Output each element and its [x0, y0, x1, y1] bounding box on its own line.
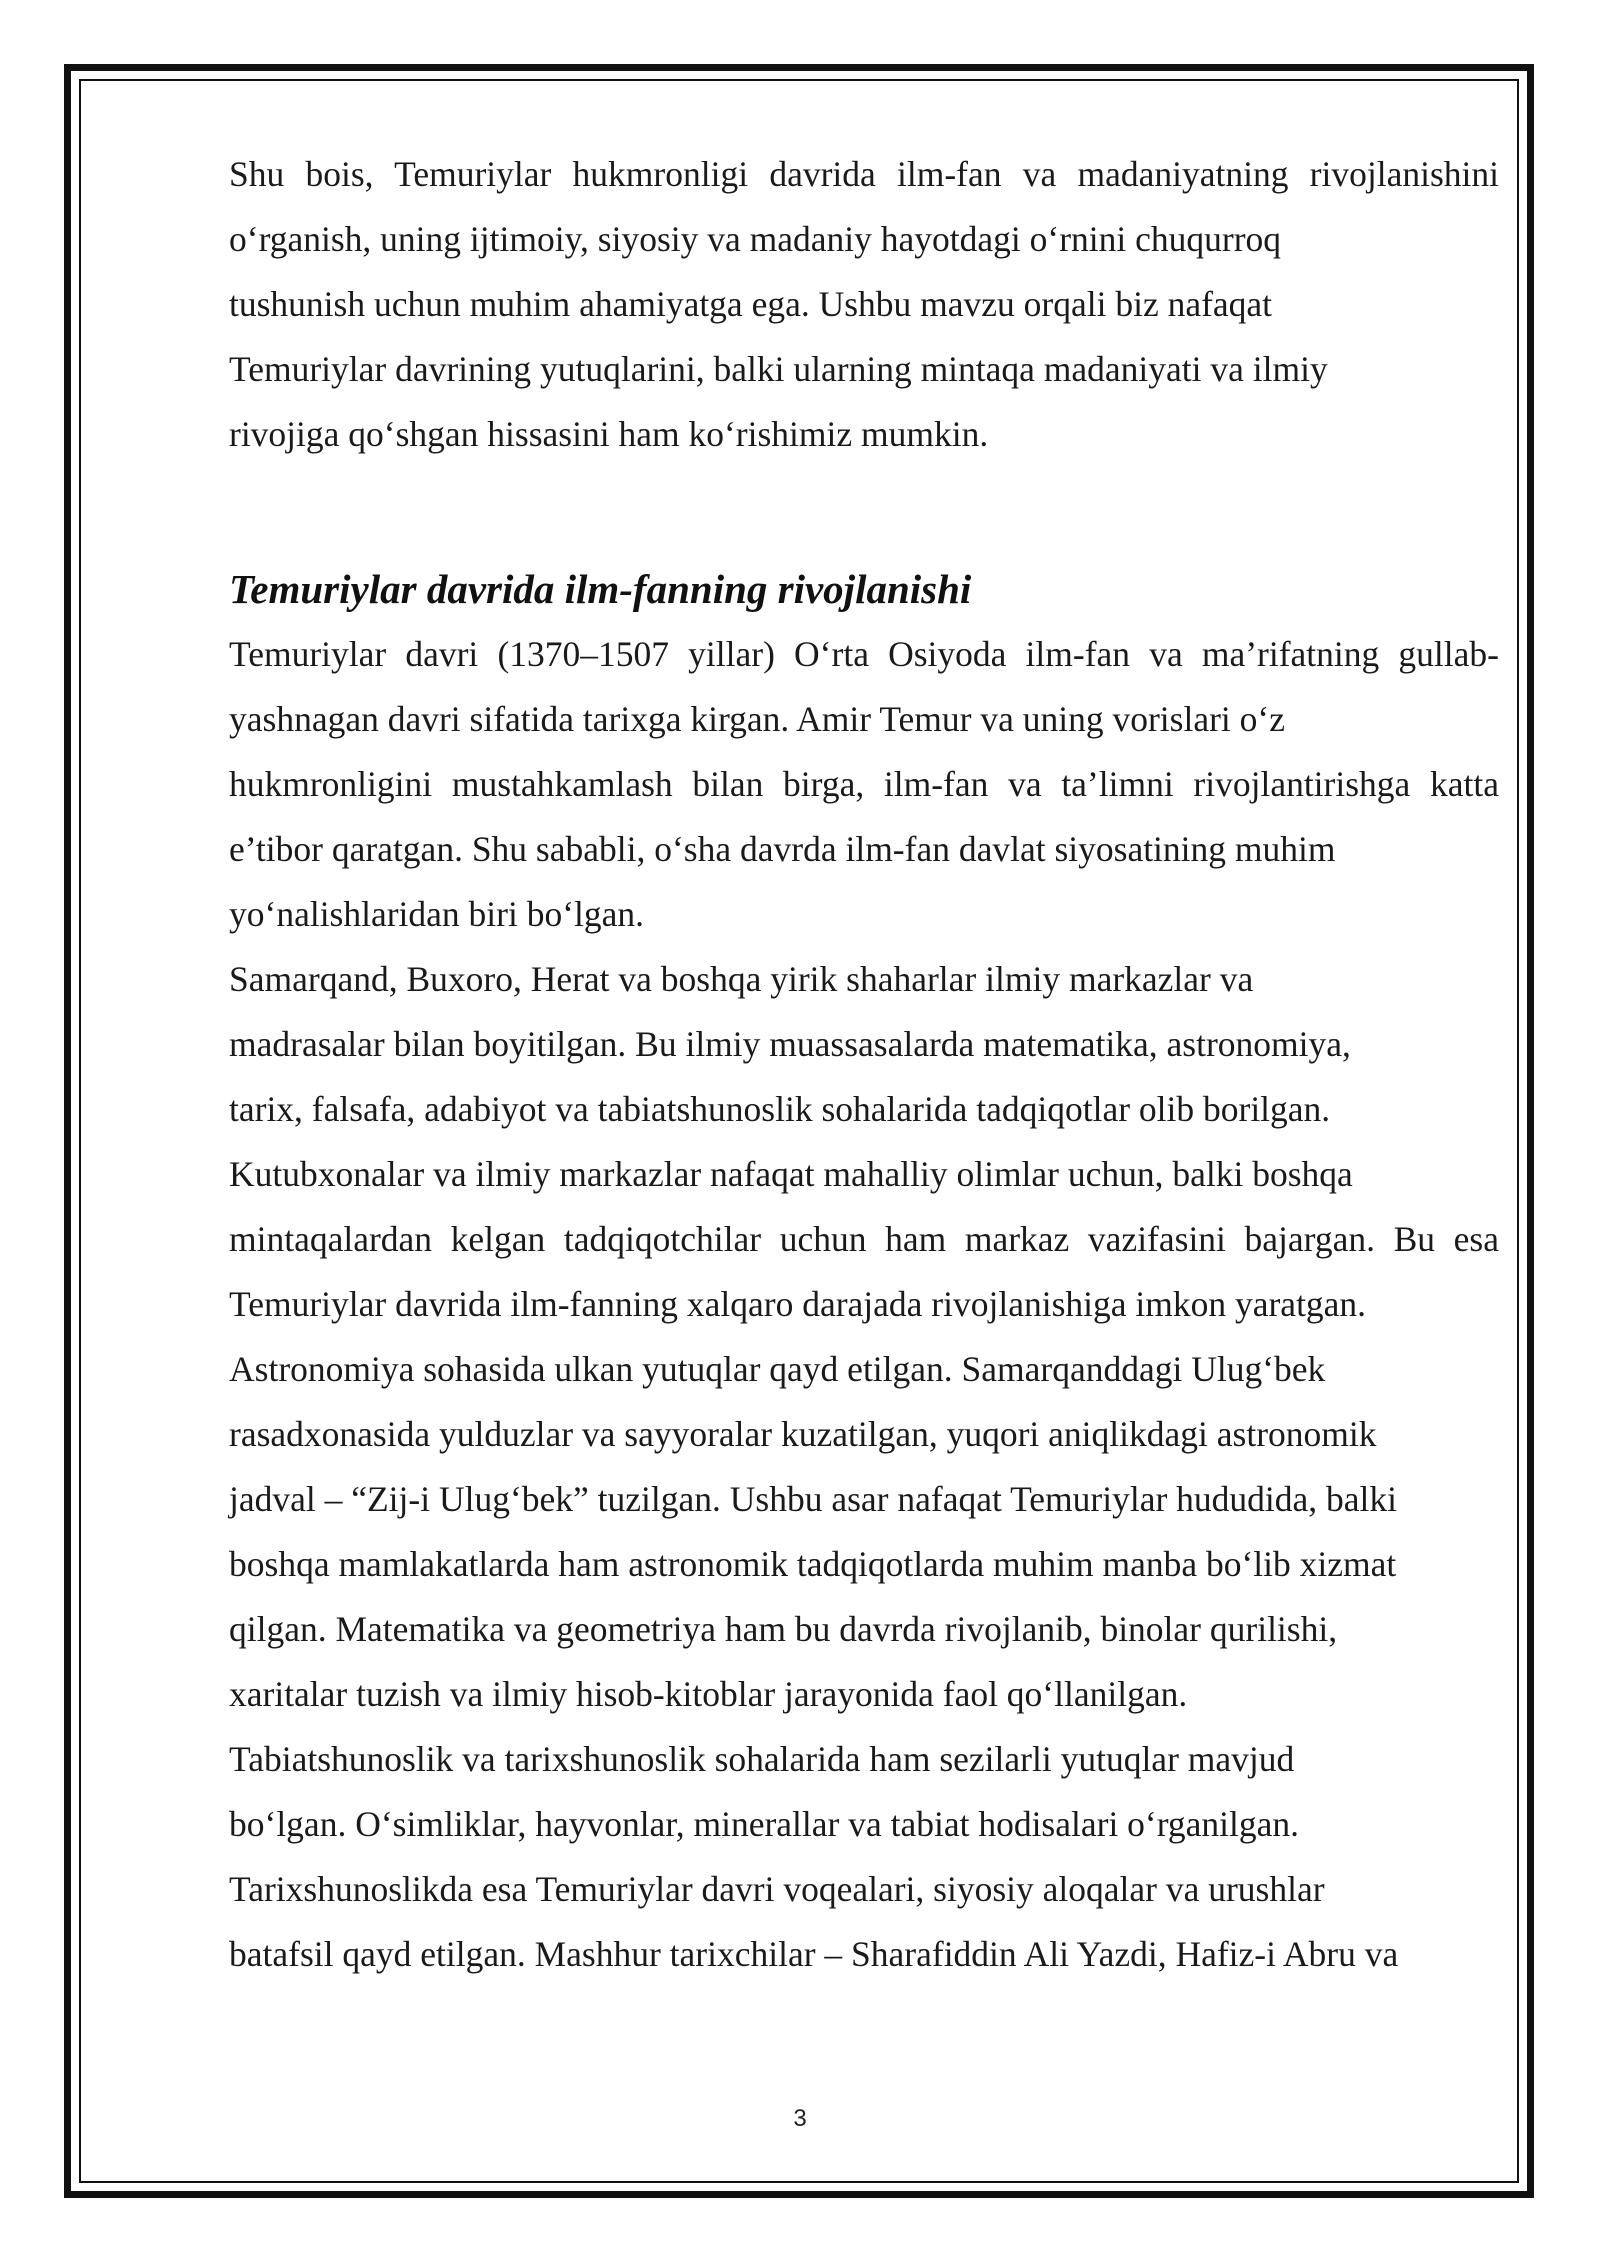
text-line: e’tibor qaratgan. Shu sababli, o‘sha davrda ilm-fan davlat siyosatining muhim — [229, 829, 1336, 869]
text-line: rasadxonasida yulduzlar va sayyoralar kuzatilgan, yuqori aniqlikdagi astronomik — [229, 1414, 1377, 1454]
text-line: mintaqalardan kelgan tadqiqotchilar uchun ham markaz vazifasini bajargan. Bu esa — [229, 1219, 1499, 1259]
text-line: rivojiga qo‘shgan hissasini ham ko‘rishimiz mumkin. — [229, 414, 989, 454]
text-line: Tabiatshunoslik va tarixshunoslik sohalarida ham sezilarli yutuqlar mavjud — [229, 1739, 1295, 1779]
text-line: Tarixshunoslikda esa Temuriylar davri voqealari, siyosiy aloqalar va urushlar — [229, 1869, 1325, 1909]
text-line: tushunish uchun muhim ahamiyatga ega. Ushbu mavzu orqali biz nafaqat — [229, 284, 1273, 324]
text-line: Shu bois, Temuriylar hukmronligi davrida ilm-fan va madaniyatning rivojlanishini — [229, 154, 1499, 194]
text-line: hukmronligini mustahkamlash bilan birga, ilm-fan va ta’limni rivojlantirishga katta — [229, 764, 1499, 804]
text-line: o‘rganish, uning ijtimoiy, siyosiy va madaniy hayotdagi o‘rnini chuqurroq — [229, 219, 1282, 259]
text-line: Temuriylar davri (1370–1507 yillar) O‘rta Osiyoda ilm-fan va ma’rifatning gullab- — [229, 634, 1499, 674]
text-line: yashnagan davri sifatida tarixga kirgan. Amir Temur va uning vorislari o‘z — [229, 699, 1285, 739]
section-heading: Temuriylar davrida ilm-fanning rivojlanishi — [229, 566, 972, 612]
text-line: Temuriylar davrida ilm-fanning xalqaro darajada rivojlanishiga imkon yaratgan. — [229, 1284, 1367, 1324]
text-line: jadval – “Zij-i Ulug‘bek” tuzilgan. Ushbu asar nafaqat Temuriylar hududida, balki — [229, 1479, 1397, 1519]
text-line: boshqa mamlakatlarda ham astronomik tadqiqotlarda muhim manba bo‘lib xizmat — [229, 1544, 1397, 1584]
text-line: Temuriylar davrining yutuqlarini, balki ularning mintaqa madaniyati va ilmiy — [229, 349, 1328, 389]
text-line: tarix, falsafa, adabiyot va tabiatshunoslik sohalarida tadqiqotlar olib borilgan. — [229, 1089, 1331, 1129]
text-line: batafsil qayd etilgan. Mashhur tarixchilar – Sharafiddin Ali Yazdi, Hafiz-i Abru va — [229, 1934, 1399, 1974]
text-line: Kutubxonalar va ilmiy markazlar nafaqat mahalliy olimlar uchun, balki boshqa — [229, 1154, 1353, 1194]
intro-paragraph — [229, 142, 1499, 467]
document-body — [229, 142, 1499, 1987]
text-line: madrasalar bilan boyitilgan. Bu ilmiy muassasalarda matematika, astronomiya, — [229, 1024, 1351, 1064]
text-line: bo‘lgan. O‘simliklar, hayvonlar, minerallar va tabiat hodisalari o‘rganilgan. — [229, 1804, 1300, 1844]
section-spacer — [229, 467, 1499, 557]
section-paragraph — [229, 622, 1499, 1987]
page-number: 3 — [793, 2105, 807, 2132]
text-line: xaritalar tuzish va ilmiy hisob-kitoblar jarayonida faol qo‘llanilgan. — [229, 1674, 1188, 1714]
text-line: yo‘nalishlaridan biri bo‘lgan. — [229, 894, 645, 934]
text-line: Astronomiya sohasida ulkan yutuqlar qayd etilgan. Samarqanddagi Ulug‘bek — [229, 1349, 1326, 1389]
text-line: qilgan. Matematika va geometriya ham bu davrda rivojlanib, binolar qurilishi, — [229, 1609, 1338, 1649]
text-line: Samarqand, Buxoro, Herat va boshqa yirik shaharlar ilmiy markazlar va — [229, 959, 1254, 999]
